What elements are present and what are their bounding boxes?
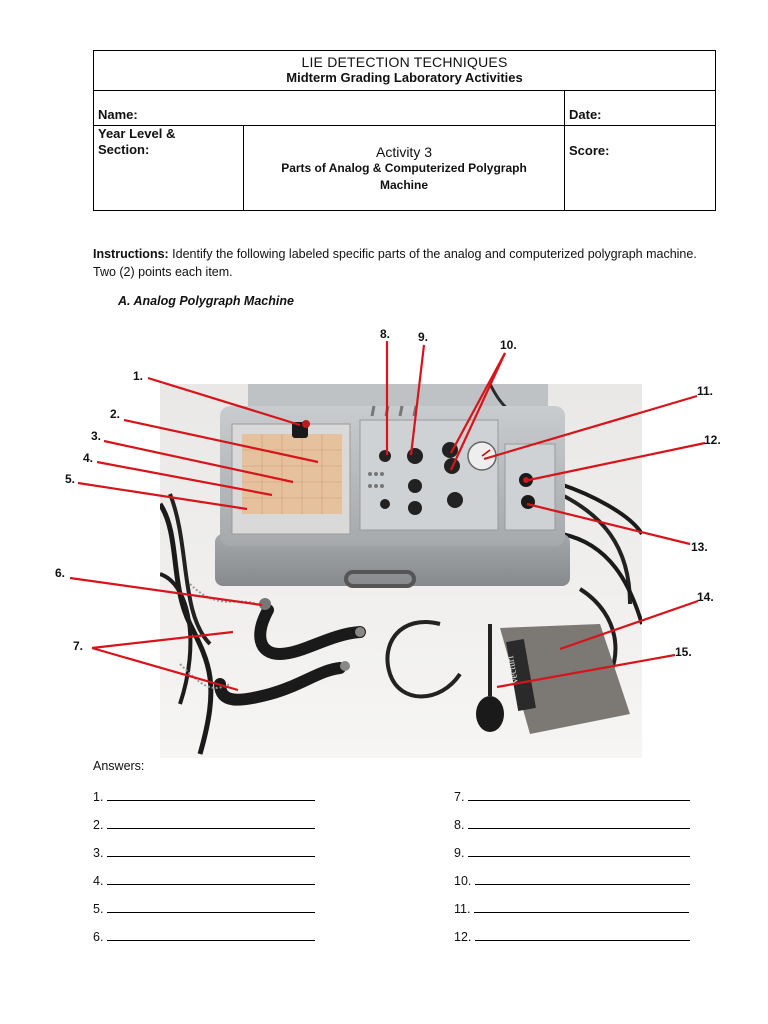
answer-1-label: 1.: [93, 790, 104, 804]
answers-title: Answers:: [93, 759, 145, 773]
answer-5-label: 5.: [93, 902, 104, 916]
date-label: Date:: [569, 107, 602, 122]
photo-label-5: 5.: [65, 472, 76, 486]
answer-9-label: 9.: [454, 846, 465, 860]
photo-label-12: 12.: [704, 433, 721, 447]
answer-11-label: 11.: [454, 902, 471, 916]
photo-label-7: 7.: [73, 639, 84, 653]
answer-1-line[interactable]: [107, 788, 315, 801]
photo-label-8: 8.: [380, 327, 391, 341]
answer-5[interactable]: [93, 900, 315, 916]
answer-3-label: 3.: [93, 846, 104, 860]
name-field[interactable]: [94, 91, 565, 126]
date-field[interactable]: [565, 91, 716, 126]
activity-title-line2: Machine: [379, 178, 428, 192]
answer-11[interactable]: [454, 900, 689, 916]
polygraph-photo: [160, 384, 642, 758]
photo-label-1: 1.: [133, 369, 144, 383]
answer-6[interactable]: [93, 928, 315, 944]
answer-4-label: 4.: [93, 874, 104, 888]
answer-7[interactable]: [454, 788, 690, 804]
polygraph-illustration: [160, 384, 642, 758]
answer-7-label: 7.: [454, 790, 465, 804]
answer-2[interactable]: [93, 816, 315, 832]
photo-label-15: 15.: [675, 645, 692, 659]
answer-12-label: 12.: [454, 930, 472, 944]
photo-label-14: 14.: [697, 590, 714, 604]
answer-9[interactable]: [454, 844, 690, 860]
activity-number: Activity 3: [375, 144, 432, 160]
answer-8-line[interactable]: [468, 816, 690, 829]
photo-label-10: 10.: [500, 338, 517, 352]
answer-12[interactable]: [454, 928, 690, 944]
document-subtitle: Midterm Grading Laboratory Activities: [286, 70, 523, 85]
photo-label-4: 4.: [83, 451, 94, 465]
answer-9-line[interactable]: [468, 844, 690, 857]
photo-label-13: 13.: [691, 540, 708, 554]
year-section-field[interactable]: [94, 126, 244, 211]
answer-10[interactable]: [454, 872, 690, 888]
score-label: Score:: [569, 143, 610, 158]
photo-label-11: 11.: [697, 384, 714, 398]
document-title: LIE DETECTION TECHNIQUES: [301, 54, 508, 70]
answer-3-line[interactable]: [107, 844, 315, 857]
score-field[interactable]: [565, 126, 716, 211]
year-label-line2: Section:: [98, 142, 150, 157]
instructions-text: Identify the following labeled specific parts of the analog and computerized polygraph machine. Two (2) points each item.: [93, 247, 697, 279]
answer-6-line[interactable]: [107, 928, 315, 941]
header-table: [93, 50, 716, 211]
instructions-label: Instructions:: [93, 247, 169, 261]
photo-label-6: 6.: [55, 566, 66, 580]
answer-5-line[interactable]: [107, 900, 315, 913]
answer-8-label: 8.: [454, 818, 465, 832]
name-label: Name:: [98, 107, 138, 122]
answer-10-label: 10.: [454, 874, 472, 888]
photo-label-9: 9.: [418, 330, 429, 344]
answer-2-label: 2.: [93, 818, 104, 832]
answer-2-line[interactable]: [107, 816, 315, 829]
answer-7-line[interactable]: [468, 788, 690, 801]
section-a-heading: A. Analog Polygraph Machine: [118, 294, 294, 308]
photo-label-3: 3.: [91, 429, 102, 443]
answer-3[interactable]: [93, 844, 315, 860]
answer-10-line[interactable]: [475, 872, 690, 885]
cuff-brand-text: Vecturi: [505, 655, 521, 686]
activity-cell: [244, 126, 565, 211]
answer-4-line[interactable]: [107, 872, 315, 885]
answer-11-line[interactable]: [474, 900, 689, 913]
title-cell: [94, 51, 716, 91]
answer-8[interactable]: [454, 816, 690, 832]
year-label-line1: Year Level &: [98, 126, 176, 141]
instructions: [93, 246, 718, 281]
photo-label-2: 2.: [110, 407, 121, 421]
answer-12-line[interactable]: [475, 928, 690, 941]
answer-1[interactable]: [93, 788, 315, 804]
answer-6-label: 6.: [93, 930, 104, 944]
activity-title-line1: Parts of Analog & Computerized Polygraph: [281, 161, 527, 175]
answer-4[interactable]: [93, 872, 315, 888]
